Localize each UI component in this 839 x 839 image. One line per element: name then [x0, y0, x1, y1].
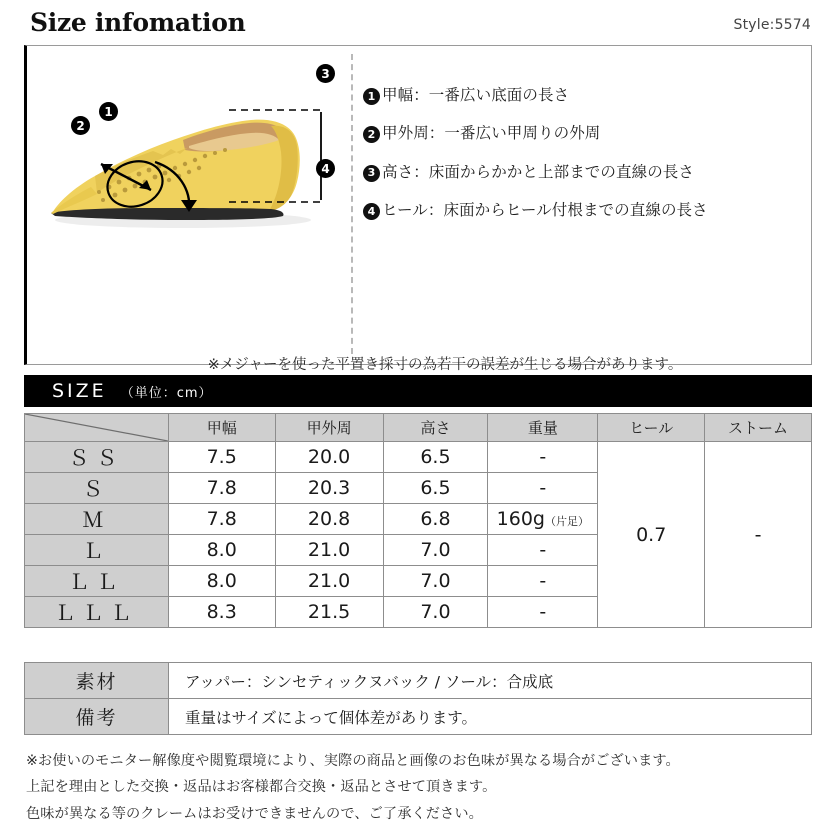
material-row	[25, 663, 812, 699]
size-section-bar	[24, 375, 812, 407]
style-number: Style:5574	[733, 17, 811, 33]
cell-ss-height: 6.5	[383, 442, 488, 473]
diagram-marker-4: 4	[316, 159, 335, 178]
cell-s-girth: 20.3	[275, 473, 383, 504]
cell-lll-girth: 21.5	[275, 597, 383, 628]
cell-m-girth: 20.8	[275, 504, 383, 535]
material-table	[24, 662, 812, 735]
cell-m-weight	[488, 504, 598, 535]
disclaimer	[26, 748, 826, 827]
cell-l-girth: 21.0	[275, 535, 383, 566]
table-header-row	[25, 414, 812, 442]
measurement-legend	[363, 86, 803, 240]
row-label-ss: ＳＳ	[25, 442, 169, 473]
cell-lll-height: 7.0	[383, 597, 488, 628]
page-header	[0, 0, 839, 44]
size-table	[24, 413, 812, 628]
column-header-storm: ストーム	[705, 414, 812, 442]
row-label-lll: ＬＬＬ	[25, 597, 169, 628]
size-bar-label: SIZE	[52, 380, 107, 402]
cell-s-weight: -	[488, 473, 598, 504]
column-header-weight: 重量	[488, 414, 598, 442]
cell-l-width: 8.0	[168, 535, 275, 566]
row-label-s: Ｓ	[25, 473, 169, 504]
page-title: Size infomation	[30, 8, 246, 37]
cell-s-height: 6.5	[383, 473, 488, 504]
column-header-girth: 甲外周	[275, 414, 383, 442]
diagram-panel	[24, 45, 812, 373]
table-row	[25, 442, 812, 473]
cell-ss-weight: -	[488, 442, 598, 473]
legend-number-1-icon: 1	[363, 88, 380, 105]
remarks-row	[25, 699, 812, 735]
cell-ss-girth: 20.0	[275, 442, 383, 473]
cell-ll-height: 7.0	[383, 566, 488, 597]
cell-ll-girth: 21.0	[275, 566, 383, 597]
panel-divider	[351, 54, 353, 354]
diagram-marker-3: 3	[316, 64, 335, 83]
size-bar-unit: （単位：cm）	[120, 385, 213, 401]
disclaimer-line-1: ※お使いのモニター解像度や閲覧環境により、実際の商品と画像のお色味が異なる場合がございます。	[26, 753, 680, 769]
column-header-heel: ヒール	[598, 414, 705, 442]
cell-ll-weight: -	[488, 566, 598, 597]
cell-m-height: 6.8	[383, 504, 488, 535]
cell-s-width: 7.8	[168, 473, 275, 504]
diagram-marker-1: 1	[99, 102, 118, 121]
remarks-label: 備考	[25, 699, 169, 735]
material-label: 素材	[25, 663, 169, 699]
legend-text-4: ヒール：床面からヒール付根までの直線の長さ	[382, 201, 708, 220]
legend-text-2: 甲外周：一番広い甲周りの外周	[382, 124, 601, 143]
legend-item-3	[363, 163, 803, 182]
column-header-width: 甲幅	[168, 414, 275, 442]
shoe-illustration-icon	[33, 54, 343, 284]
legend-item-1	[363, 86, 803, 105]
legend-number-3-icon: 3	[363, 165, 380, 182]
legend-text-3: 高さ：床面からかかと上部までの直線の長さ	[382, 162, 695, 181]
cell-l-weight: -	[488, 535, 598, 566]
legend-number-4-icon: 4	[363, 203, 380, 220]
diagonal-slash-icon	[25, 414, 168, 441]
legend-text-1: 甲幅：一番広い底面の長さ	[382, 86, 570, 104]
legend-item-4	[363, 201, 803, 220]
column-header-height: 高さ	[383, 414, 488, 442]
disclaimer-line-3: 色味が異なる等のクレームはお受けできませんので、ご了承ください。	[26, 805, 483, 822]
cell-heel-merged: 0.7	[598, 442, 705, 628]
cell-ll-width: 8.0	[168, 566, 275, 597]
row-label-m: Ｍ	[25, 504, 169, 535]
note-line-1: ※メジャーを使った平置き採寸の為若干の誤差が生じる場合があります。	[207, 357, 683, 373]
diagram-marker-2: 2	[71, 116, 90, 135]
remarks-value: 重量はサイズによって個体差があります。	[169, 699, 812, 735]
disclaimer-line-2: 上記を理由とした交換・返品はお客様都合交換・返品とさせて頂きます。	[26, 779, 497, 796]
table-corner-cell	[25, 414, 169, 442]
legend-item-2	[363, 124, 803, 143]
material-value: アッパー：シンセティックヌバック / ソール：合成底	[169, 663, 812, 699]
cell-m-weight-value: 160g	[496, 508, 545, 530]
cell-l-height: 7.0	[383, 535, 488, 566]
cell-ss-width: 7.5	[168, 442, 275, 473]
cell-lll-weight: -	[488, 597, 598, 628]
row-label-l: Ｌ	[25, 535, 169, 566]
row-label-ll: ＬＬ	[25, 566, 169, 597]
legend-number-2-icon: 2	[363, 126, 380, 143]
cell-lll-width: 8.3	[168, 597, 275, 628]
cell-m-width: 7.8	[168, 504, 275, 535]
shoe-diagram	[33, 54, 343, 284]
cell-m-weight-note: （片足）	[544, 515, 589, 528]
cell-storm-merged: -	[705, 442, 812, 628]
